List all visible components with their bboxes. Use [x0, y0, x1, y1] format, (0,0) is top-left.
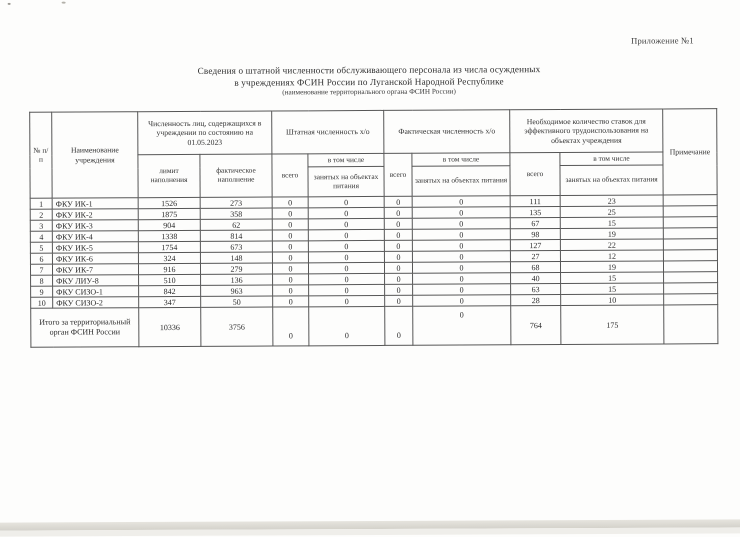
cell-fact-total: 0 — [385, 284, 413, 295]
cell-fact-total: 0 — [384, 218, 412, 229]
cell-fact-catering: 0 — [412, 207, 510, 219]
header-needed-including: в том числе — [560, 152, 663, 166]
header-limit: лимит наполнения — [138, 154, 200, 197]
cell-actual-population: 273 — [200, 197, 272, 208]
cell-fact-total: 0 — [385, 273, 413, 284]
header-needed-positions: Необходимое количество ставок для эффективного трудоиспользования на объектах учреждения — [510, 109, 663, 153]
cell-staff-total: 0 — [272, 219, 308, 230]
cell-num: 8 — [31, 275, 53, 286]
cell-num: 10 — [31, 297, 53, 308]
cell-needed-catering: 25 — [560, 206, 663, 218]
cell-limit: 1526 — [138, 197, 200, 208]
cell-fact-catering: 0 — [412, 218, 510, 230]
cell-facility-name: ФКУ СИЗО-1 — [53, 286, 139, 297]
cell-needed-catering: 15 — [561, 283, 664, 295]
cell-limit: 1754 — [138, 241, 200, 252]
header-fact-including: в том числе — [412, 153, 510, 167]
cell-num: 7 — [30, 264, 52, 275]
cell-limit: 324 — [138, 252, 200, 263]
cell-needed-catering: 22 — [560, 239, 663, 251]
cell-staff-catering: 0 — [308, 229, 384, 240]
cell-staff-catering: 0 — [308, 218, 384, 229]
cell-needed-catering: 12 — [560, 250, 663, 262]
header-actual-population: фактическое наполнение — [200, 154, 272, 197]
cell-total-fact-total: 0 — [385, 306, 413, 345]
cell-note — [664, 272, 718, 283]
header-staff-count: Штатная численность х/о — [272, 110, 384, 154]
cell-fact-catering: 0 — [412, 240, 510, 252]
cell-needed-total: 63 — [511, 284, 561, 295]
cell-staff-total: 0 — [272, 241, 308, 252]
cell-staff-total: 0 — [273, 274, 309, 285]
cell-note — [663, 250, 717, 261]
cell-fact-catering: 0 — [413, 273, 511, 285]
cell-staff-catering: 0 — [309, 284, 385, 295]
cell-total-staff-catering: 0 — [309, 306, 385, 345]
staffing-table — [29, 108, 718, 348]
cell-actual-population: 136 — [201, 274, 273, 285]
cell-facility-name: ФКУ ИК-1 — [52, 198, 138, 209]
scan-speck — [8, 3, 11, 5]
cell-fact-catering: 0 — [412, 262, 510, 274]
cell-num: 9 — [31, 286, 53, 297]
cell-actual-population: 50 — [201, 296, 273, 307]
table-total-row — [31, 305, 718, 348]
cell-limit: 347 — [139, 296, 201, 307]
cell-fact-total: 0 — [384, 196, 412, 207]
title-line-3: (наименование территориального органа ФСИН России) — [282, 87, 456, 97]
cell-facility-name: ФКУ ИК-3 — [52, 220, 138, 231]
header-fact-count: Фактическая численность х/о — [384, 110, 510, 154]
header-needed-catering: занятых на объектах питания — [560, 165, 663, 196]
header-row-groups — [30, 109, 717, 156]
cell-staff-total: 0 — [272, 252, 308, 263]
cell-fact-catering: 0 — [412, 229, 510, 241]
cell-num: 4 — [30, 231, 52, 242]
cell-actual-population: 814 — [200, 230, 272, 241]
cell-needed-catering: 19 — [561, 261, 664, 273]
header-fact-total: всего — [384, 153, 412, 196]
cell-fact-catering: 0 — [413, 284, 511, 296]
cell-staff-total: 0 — [272, 263, 308, 274]
cell-needed-total: 127 — [510, 240, 560, 251]
header-staff-catering: занятых на объектах питания — [308, 166, 384, 196]
cell-actual-population: 673 — [200, 241, 272, 252]
cell-num: 5 — [30, 242, 52, 253]
cell-fact-total: 0 — [384, 207, 412, 218]
cell-staff-total: 0 — [273, 285, 309, 296]
cell-total-limit: 10336 — [139, 307, 201, 346]
title-line-1: Сведения о штатной численности обслуживающего персонала из числа осужденных — [197, 64, 541, 76]
cell-note — [664, 261, 718, 272]
cell-note — [663, 206, 717, 217]
cell-note — [664, 283, 718, 294]
cell-fact-catering: 0 — [413, 295, 511, 307]
cell-note — [663, 195, 717, 206]
cell-limit: 510 — [139, 274, 201, 285]
cell-num: 2 — [30, 209, 52, 220]
cell-note — [663, 239, 717, 250]
cell-needed-catering: 19 — [560, 228, 663, 240]
cell-actual-population: 963 — [201, 285, 273, 296]
cell-facility-name: ФКУ СИЗО-2 — [53, 297, 139, 308]
cell-staff-total: 0 — [273, 296, 309, 307]
cell-actual-population: 148 — [200, 252, 272, 263]
header-staff-including: в том числе — [308, 153, 384, 166]
cell-needed-total: 40 — [511, 273, 561, 284]
cell-needed-total: 68 — [511, 262, 561, 273]
cell-staff-catering: 0 — [309, 273, 385, 284]
table-body — [30, 195, 718, 348]
header-fact-catering: занятых на объектах питания — [412, 166, 510, 197]
cell-limit: 916 — [138, 263, 200, 274]
cell-limit: 1338 — [138, 230, 200, 241]
cell-facility-name: ФКУ ЛИУ-8 — [53, 275, 139, 286]
cell-total-needed-catering: 175 — [561, 305, 664, 345]
cell-limit: 1875 — [138, 208, 200, 219]
cell-needed-catering: 23 — [560, 195, 663, 207]
cell-facility-name: ФКУ ИК-4 — [52, 231, 138, 242]
cell-note — [664, 294, 718, 305]
cell-note — [663, 217, 717, 228]
scan-speck — [62, 2, 66, 4]
cell-facility-name: ФКУ ИК-6 — [52, 253, 138, 264]
cell-needed-total: 98 — [510, 229, 560, 240]
cell-staff-total: 0 — [272, 208, 308, 219]
cell-num: 6 — [30, 253, 52, 264]
cell-num: 1 — [30, 198, 52, 209]
header-staff-total: всего — [272, 154, 308, 197]
cell-needed-catering: 10 — [561, 294, 664, 306]
header-num: № п/п — [30, 112, 52, 198]
cell-fact-total: 0 — [384, 262, 412, 273]
cell-fact-total: 0 — [384, 240, 412, 251]
cell-staff-catering: 0 — [308, 196, 384, 207]
cell-actual-population: 62 — [200, 219, 272, 230]
cell-num: 3 — [30, 220, 52, 231]
header-facility-name: Наименование учреждения — [52, 112, 138, 198]
annex-label: Приложение №1 — [631, 35, 694, 46]
cell-needed-catering: 15 — [561, 272, 664, 284]
cell-staff-catering: 0 — [309, 295, 385, 306]
cell-needed-total: 111 — [510, 196, 560, 207]
cell-needed-total: 27 — [510, 251, 560, 262]
cell-actual-population: 279 — [200, 263, 272, 274]
cell-staff-catering: 0 — [308, 251, 384, 262]
cell-fact-catering: 0 — [412, 196, 510, 208]
cell-note — [663, 228, 717, 239]
cell-staff-catering: 0 — [308, 240, 384, 251]
cell-limit: 904 — [138, 219, 200, 230]
cell-total-staff-total: 0 — [273, 307, 309, 346]
cell-facility-name: ФКУ ИК-5 — [52, 242, 138, 253]
header-note: Примечание — [663, 109, 717, 195]
header-needed-total: всего — [510, 153, 560, 196]
cell-actual-population: 358 — [200, 208, 272, 219]
cell-facility-name: ФКУ ИК-7 — [52, 264, 138, 275]
cell-fact-total: 0 — [385, 295, 413, 306]
cell-facility-name: ФКУ ИК-2 — [52, 209, 138, 220]
cell-fact-total: 0 — [384, 229, 412, 240]
cell-needed-total: 28 — [511, 295, 561, 306]
cell-needed-catering: 15 — [560, 217, 663, 229]
table-header — [30, 109, 717, 199]
cell-staff-catering: 0 — [308, 262, 384, 273]
cell-needed-total: 135 — [510, 207, 560, 218]
header-population: Численность лиц, содержащихся в учреждении по состоянию на 01.05.2023 — [138, 111, 272, 155]
cell-staff-catering: 0 — [308, 207, 384, 218]
cell-total-label: Итого за территориальный орган ФСИН России — [31, 308, 139, 348]
cell-staff-total: 0 — [272, 197, 308, 208]
cell-total-note — [664, 305, 718, 344]
cell-staff-total: 0 — [272, 230, 308, 241]
cell-total-actual-population: 3756 — [201, 307, 273, 346]
title-line-2: в учреждениях ФСИН России по Луганской Народной Республике — [234, 75, 504, 88]
cell-needed-total: 67 — [510, 218, 560, 229]
cell-fact-catering: 0 — [412, 251, 510, 263]
cell-total-needed-total: 764 — [511, 306, 561, 345]
cell-total-fact-catering: 0 — [413, 306, 511, 346]
cell-limit: 842 — [139, 285, 201, 296]
cell-fact-total: 0 — [384, 251, 412, 262]
document-title — [0, 63, 739, 99]
